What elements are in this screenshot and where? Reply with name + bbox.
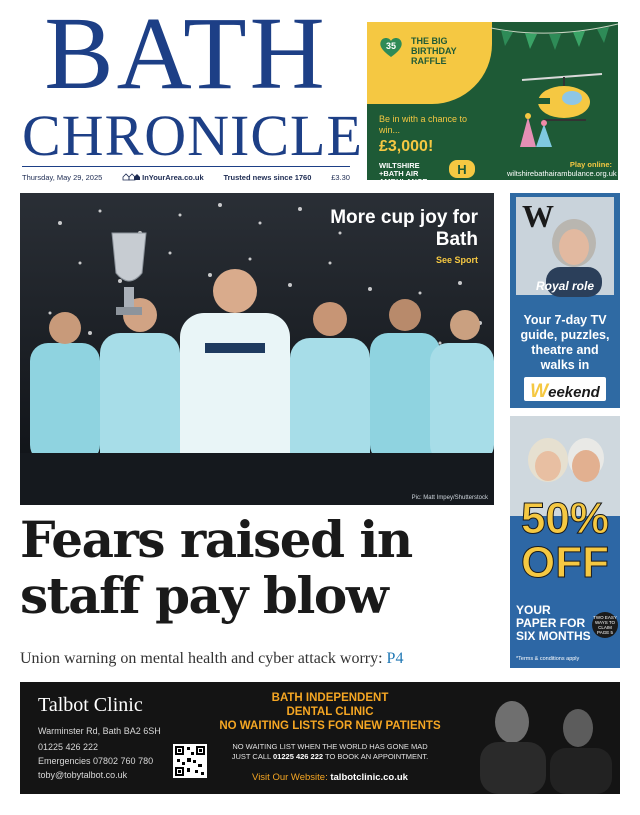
issue-date: Thursday, May 29, 2025 — [22, 172, 103, 182]
talbot-clinic-ad[interactable] — [20, 682, 620, 794]
subheadline: Union warning on mental health and cyber attack worry: P4 — [20, 650, 404, 667]
ad-visit[interactable]: Visit Our Website: talbotclinic.co.uk — [252, 772, 408, 783]
raffle-play-online[interactable]: Play online: wiltshirebathairambulance.org.uk — [507, 160, 617, 178]
clinic-portrait-image — [460, 682, 620, 794]
helicopter-party-icon — [502, 62, 612, 147]
weekend-promo[interactable] — [510, 193, 620, 408]
svg-text:H: H — [457, 162, 467, 177]
offer-off: OFF — [521, 538, 609, 587]
headline-line-2: staff pay blow — [20, 566, 388, 625]
offer-text: YOUR PAPER FOR SIX MONTHS — [516, 603, 591, 643]
raffle-badge-number: 35 — [385, 41, 396, 51]
price: £3.30 — [331, 172, 350, 182]
raffle-ad[interactable] — [367, 22, 618, 186]
headline-line-1: Fears raised in — [20, 510, 412, 569]
clinic-address: Warminster Rd, Bath BA2 6SH — [38, 726, 161, 736]
ad-visit-url: talbotclinic.co.uk — [330, 772, 408, 783]
ad-title-2: DENTAL CLINIC — [286, 706, 374, 718]
lead-photo[interactable] — [20, 193, 494, 505]
partner-logo[interactable] — [122, 173, 204, 182]
masthead-chronicle: CHRONICLE — [22, 103, 363, 168]
offer-percent: 50% — [520, 494, 610, 543]
weekend-caption: Royal role — [535, 279, 595, 293]
photo-credit: Pic: Matt Impey/Shutterstock — [411, 495, 488, 501]
see-sport-link[interactable]: See Sport — [435, 255, 478, 265]
ad-title-3: NO WAITING LISTS FOR NEW PATIENTS — [219, 720, 441, 732]
raffle-prompt: Be in with a chance to win... — [379, 114, 468, 135]
house-icon — [122, 173, 140, 181]
clinic-phone[interactable]: 01225 426 222 — [38, 742, 99, 752]
qr-code-icon[interactable] — [173, 744, 207, 778]
raffle-url: wiltshirebathairambulance.org.uk — [507, 169, 617, 178]
raffle-title: THE BIG BIRTHDAY RAFFLE — [411, 36, 457, 66]
tagline: Trusted news since 1760 — [223, 172, 312, 182]
air-ambulance-logo: WILTSHIRE +BATH AIR AMBULANCE — [379, 161, 428, 186]
partner-name: InYourArea.co.uk — [142, 172, 204, 182]
clinic-emergencies[interactable]: Emergencies 07802 760 780 — [38, 756, 154, 766]
bunting-icon — [491, 22, 618, 62]
clinic-email[interactable]: toby@tobytalbot.co.uk — [38, 770, 128, 780]
clinic-name: Talbot Clinic — [38, 694, 143, 716]
ad-body-2: JUST CALL 01225 426 222 TO BOOK AN APPOINTMENT. — [231, 752, 429, 761]
page-reference[interactable]: P4 — [386, 650, 404, 667]
svg-text:W: W — [522, 198, 554, 234]
lead-photo-title: More cup joy for Bath — [330, 207, 478, 250]
raffle-amount: £3,000! — [379, 138, 434, 155]
subscription-offer[interactable] — [510, 416, 620, 668]
weekend-text: Your 7-day TV guide, puzzles, theatre and walks in — [520, 313, 610, 372]
offer-badge: TWO EASY WAYS TO CLAIM PAGE 5 — [592, 612, 618, 638]
ad-body-1: NO WAITING LIST WHEN THE WORLD HAS GONE MAD — [232, 742, 428, 751]
ad-title-1: BATH INDEPENDENT — [271, 692, 389, 704]
offer-terms: *Terms & conditions apply — [516, 656, 580, 662]
main-headline[interactable] — [20, 512, 500, 624]
weekend-logo: Weekend — [530, 381, 600, 402]
h-logo-icon — [449, 160, 475, 178]
dateline — [22, 166, 350, 184]
masthead-bath: BATH — [44, 0, 328, 111]
